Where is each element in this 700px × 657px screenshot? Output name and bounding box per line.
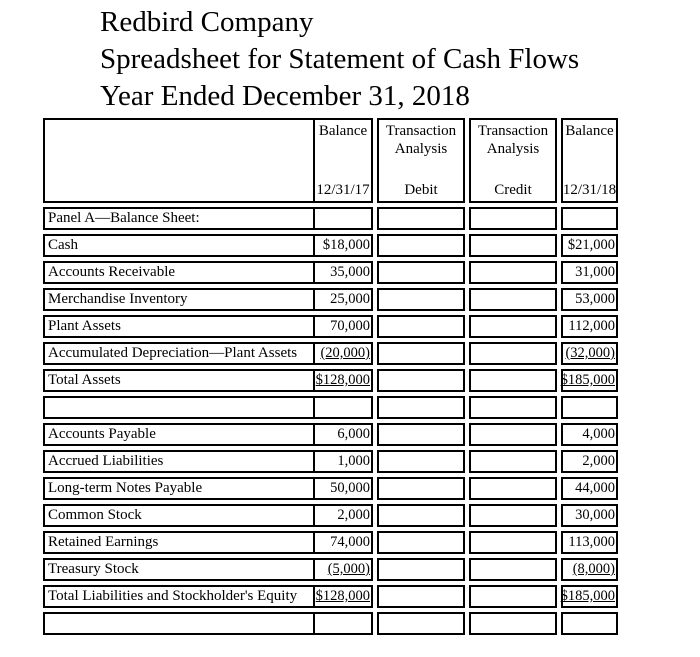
- debit-cell: [377, 558, 465, 581]
- header-transaction-debit: [377, 118, 465, 203]
- table-row: [43, 261, 618, 284]
- debit-cell: [377, 612, 465, 635]
- header-balance17-title: Balance: [318, 123, 368, 139]
- table-row: [43, 558, 618, 581]
- table-row: [43, 342, 618, 365]
- table-row: [43, 477, 618, 500]
- debit-cell: [377, 288, 465, 311]
- balance-12-31-18-cell: $185,000: [561, 369, 618, 392]
- balance-12-31-17-cell: 1,000: [313, 450, 373, 473]
- balance-12-31-17-cell: $128,000: [313, 585, 373, 608]
- credit-cell: [469, 288, 557, 311]
- balance-12-31-17-cell: 35,000: [313, 261, 373, 284]
- credit-cell: [469, 261, 557, 284]
- debit-cell: [377, 531, 465, 554]
- credit-cell: [469, 234, 557, 257]
- balance-12-31-17-cell: 74,000: [313, 531, 373, 554]
- credit-cell: [469, 558, 557, 581]
- row-label-cell: Common Stock: [43, 504, 313, 527]
- period-title: Year Ended December 31, 2018: [100, 80, 470, 112]
- balance-12-31-18-cell: 30,000: [561, 504, 618, 527]
- table-row: [43, 396, 618, 419]
- row-label-cell: Merchandise Inventory: [43, 288, 313, 311]
- credit-cell: [469, 477, 557, 500]
- credit-cell: [469, 585, 557, 608]
- balance-12-31-18-cell: 53,000: [561, 288, 618, 311]
- table-row: [43, 585, 618, 608]
- balance-12-31-18-cell: [561, 207, 618, 230]
- balance-12-31-17-cell: $128,000: [313, 369, 373, 392]
- row-label-cell: Accounts Receivable: [43, 261, 313, 284]
- credit-cell: [469, 207, 557, 230]
- row-label-cell: Treasury Stock: [43, 558, 313, 581]
- debit-cell: [377, 369, 465, 392]
- table-row: [43, 450, 618, 473]
- debit-cell: [377, 342, 465, 365]
- balance-12-31-18-cell: 112,000: [561, 315, 618, 338]
- balance-12-31-18-cell: (8,000): [561, 558, 618, 581]
- balance-12-31-18-cell: 4,000: [561, 423, 618, 446]
- table-row: [43, 504, 618, 527]
- header-transaction-credit: [469, 118, 557, 203]
- credit-cell: [469, 423, 557, 446]
- balance-12-31-17-cell: 2,000: [313, 504, 373, 527]
- credit-cell: [469, 342, 557, 365]
- table-row: [43, 207, 618, 230]
- balance-12-31-18-cell: (32,000): [561, 342, 618, 365]
- row-label-cell: Accrued Liabilities: [43, 450, 313, 473]
- credit-cell: [469, 315, 557, 338]
- table-row: [43, 423, 618, 446]
- table-row: [43, 612, 618, 635]
- balance-12-31-17-cell: 50,000: [313, 477, 373, 500]
- debit-cell: [377, 450, 465, 473]
- credit-cell: [469, 531, 557, 554]
- row-label-cell: Plant Assets: [43, 315, 313, 338]
- debit-cell: [377, 234, 465, 257]
- header-balance18-title: Balance: [565, 123, 614, 139]
- balance-12-31-18-cell: 2,000: [561, 450, 618, 473]
- table-row: [43, 531, 618, 554]
- company-name: Redbird Company: [100, 6, 314, 38]
- debit-cell: [377, 504, 465, 527]
- row-label-cell: [43, 612, 313, 635]
- header-balance18-date: 12/31/18: [562, 182, 617, 198]
- debit-cell: [377, 207, 465, 230]
- balance-12-31-17-cell: 6,000: [313, 423, 373, 446]
- header-balance-12-31-18: [561, 118, 618, 203]
- row-label-cell: Total Liabilities and Stockholder's Equity: [43, 585, 313, 608]
- balance-12-31-17-cell: [313, 207, 373, 230]
- table-row: [43, 315, 618, 338]
- balance-12-31-17-cell: (20,000): [313, 342, 373, 365]
- balance-12-31-18-cell: [561, 612, 618, 635]
- balance-12-31-18-cell: [561, 396, 618, 419]
- header-debit-title: Transaction Analysis: [385, 123, 457, 157]
- balance-12-31-17-cell: (5,000): [313, 558, 373, 581]
- row-label-cell: Accumulated Depreciation—Plant Assets: [43, 342, 313, 365]
- credit-cell: [469, 369, 557, 392]
- debit-cell: [377, 477, 465, 500]
- debit-cell: [377, 261, 465, 284]
- balance-12-31-17-cell: 70,000: [313, 315, 373, 338]
- debit-cell: [377, 396, 465, 419]
- balance-12-31-18-cell: 31,000: [561, 261, 618, 284]
- table-row: [43, 288, 618, 311]
- credit-cell: [469, 450, 557, 473]
- row-label-cell: Panel A—Balance Sheet:: [43, 207, 313, 230]
- header-blank-cell: [43, 118, 313, 203]
- row-label-cell: Accounts Payable: [43, 423, 313, 446]
- balance-12-31-18-cell: 44,000: [561, 477, 618, 500]
- table-row: [43, 369, 618, 392]
- statement-title: Spreadsheet for Statement of Cash Flows: [100, 43, 580, 75]
- header-credit-label: Credit: [494, 182, 532, 198]
- balance-12-31-17-cell: 25,000: [313, 288, 373, 311]
- balance-12-31-18-cell: $21,000: [561, 234, 618, 257]
- balance-12-31-17-cell: [313, 612, 373, 635]
- cash-flow-spreadsheet: [43, 118, 618, 635]
- balance-12-31-18-cell: $185,000: [561, 585, 618, 608]
- title-block: [100, 4, 579, 115]
- row-label-cell: Total Assets: [43, 369, 313, 392]
- debit-cell: [377, 315, 465, 338]
- header-debit-label: Debit: [404, 182, 438, 198]
- header-balance17-date: 12/31/17: [316, 182, 370, 198]
- balance-12-31-17-cell: $18,000: [313, 234, 373, 257]
- row-label-cell: Cash: [43, 234, 313, 257]
- debit-cell: [377, 423, 465, 446]
- balance-12-31-17-cell: [313, 396, 373, 419]
- header-credit-title: Transaction Analysis: [477, 123, 549, 157]
- row-label-cell: Long-term Notes Payable: [43, 477, 313, 500]
- table-header-row: [43, 118, 618, 203]
- row-label-cell: [43, 396, 313, 419]
- credit-cell: [469, 612, 557, 635]
- table-row: [43, 234, 618, 257]
- header-balance-12-31-17: [313, 118, 373, 203]
- credit-cell: [469, 504, 557, 527]
- balance-12-31-18-cell: 113,000: [561, 531, 618, 554]
- credit-cell: [469, 396, 557, 419]
- row-label-cell: Retained Earnings: [43, 531, 313, 554]
- debit-cell: [377, 585, 465, 608]
